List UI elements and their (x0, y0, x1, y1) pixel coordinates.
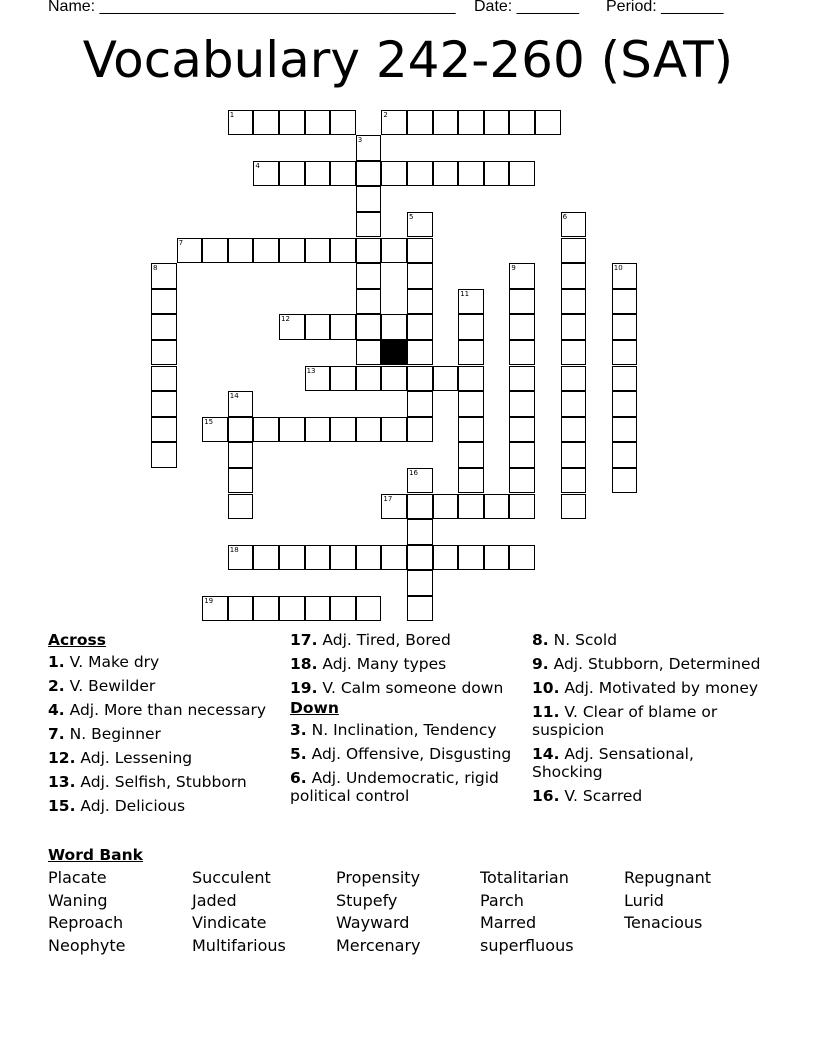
grid-cell[interactable] (561, 263, 587, 289)
clue-number: 15 (204, 417, 214, 426)
word-bank-word: Neophyte (48, 935, 126, 955)
grid-cell[interactable] (433, 366, 459, 392)
grid-cell[interactable] (484, 110, 510, 136)
grid-cell[interactable] (228, 391, 254, 417)
grid-cell[interactable] (561, 391, 587, 417)
grid-cell[interactable] (228, 596, 254, 622)
down-clues-list (290, 721, 515, 805)
grid-cell[interactable] (407, 494, 433, 520)
grid-cell[interactable] (228, 238, 254, 264)
grid-cell[interactable] (228, 442, 254, 468)
word-bank-word: superfluous (480, 935, 574, 955)
grid-cell[interactable] (407, 340, 433, 366)
grid-cell[interactable] (305, 110, 331, 136)
word-bank-column (192, 867, 286, 957)
clue-item (532, 745, 762, 781)
grid-cell[interactable] (228, 545, 254, 571)
word-bank-word: Repugnant (624, 868, 712, 887)
grid-cell[interactable] (151, 263, 177, 289)
clue-number: 12 (281, 315, 290, 324)
grid-cell[interactable] (407, 391, 433, 417)
clue-text: Adj. Motivated by money (559, 679, 759, 697)
word-bank-word: Marred (480, 913, 537, 932)
clue-number: 16. (532, 787, 560, 805)
page-title: Vocabulary 242-260 (SAT) (82, 31, 734, 89)
clue-number: 19. (290, 679, 318, 697)
grid-cell[interactable] (458, 545, 484, 571)
clue-number: 16 (409, 468, 418, 477)
grid-cell[interactable] (253, 110, 279, 136)
clue-text: V. Scarred (559, 787, 643, 805)
grid-cell[interactable] (279, 545, 305, 571)
grid-cell[interactable] (279, 238, 305, 264)
clue-text: Adj. Lessening (75, 749, 193, 767)
date-field[interactable]: Date: _______ (474, 0, 579, 15)
grid-cell[interactable] (458, 161, 484, 187)
grid-cell[interactable] (279, 596, 305, 622)
grid-cell[interactable] (561, 289, 587, 315)
grid-cell[interactable] (202, 596, 228, 622)
grid-cell[interactable] (151, 289, 177, 315)
grid-cell[interactable] (356, 366, 382, 392)
grid-cell[interactable] (458, 417, 484, 443)
clue-text: Adj. Undemocratic, rigid political control (290, 769, 499, 805)
word-bank-word: Wayward (336, 913, 410, 932)
grid-cell[interactable] (381, 238, 407, 264)
grid-cell[interactable] (561, 314, 587, 340)
grid-cell[interactable] (330, 596, 356, 622)
word-bank-word: Jaded (192, 890, 237, 910)
grid-cell[interactable] (151, 442, 177, 468)
grid-cell[interactable] (561, 468, 587, 494)
grid-cell[interactable] (509, 314, 535, 340)
across-heading: Across (48, 631, 106, 649)
word-bank-word: Stupefy (336, 890, 398, 910)
clue-text: Adj. Selfish, Stubborn (75, 773, 247, 791)
clue-text: N. Scold (548, 631, 618, 649)
clue-number: 17 (383, 494, 393, 503)
word-bank-title: Word Bank (48, 846, 143, 864)
grid-cell[interactable] (381, 161, 407, 187)
clue-number: 5 (409, 212, 414, 221)
grid-cell[interactable] (381, 366, 407, 392)
grid-cell[interactable] (253, 238, 279, 264)
word-bank-column (336, 867, 421, 957)
clue-number: 13 (306, 366, 316, 375)
grid-cell[interactable] (305, 314, 331, 340)
clue-item (290, 745, 515, 763)
grid-cell[interactable] (458, 442, 484, 468)
grid-cell[interactable] (407, 263, 433, 289)
grid-cell[interactable] (202, 238, 228, 264)
grid-cell[interactable] (381, 110, 407, 136)
clue-number: 18. (290, 655, 318, 673)
clue-number: 3. (290, 721, 307, 739)
grid-cell[interactable] (458, 468, 484, 494)
grid-cell[interactable] (458, 366, 484, 392)
clue-number: 1. (48, 653, 65, 671)
word-bank-word: Reproach (48, 913, 124, 932)
grid-cell[interactable] (407, 596, 433, 622)
grid-cell[interactable] (330, 314, 356, 340)
clue-number: 8 (153, 264, 158, 273)
word-bank-word: Mercenary (336, 935, 421, 955)
grid-cell[interactable] (458, 494, 484, 520)
grid-cell[interactable] (356, 314, 382, 340)
grid-cell[interactable] (509, 110, 535, 136)
grid-cell[interactable] (561, 340, 587, 366)
grid-cell[interactable] (612, 314, 638, 340)
clue-item (532, 703, 762, 739)
clue-number: 4. (48, 701, 65, 719)
grid-cell[interactable] (561, 442, 587, 468)
grid-cell[interactable] (253, 161, 279, 187)
grid-cell[interactable] (509, 263, 535, 289)
grid-cell[interactable] (458, 314, 484, 340)
clue-number: 17. (290, 631, 318, 649)
grid-cell[interactable] (381, 545, 407, 571)
word-bank-word: Propensity (336, 868, 421, 887)
across-clues-list (48, 653, 273, 815)
clue-number: 7 (178, 238, 184, 247)
grid-cell[interactable] (509, 366, 535, 392)
grid-cell[interactable] (356, 417, 382, 443)
clue-item (532, 787, 762, 805)
grid-cell[interactable] (356, 135, 382, 161)
grid-cell[interactable] (330, 238, 356, 264)
grid-cell[interactable] (612, 263, 638, 289)
clue-number: 19 (204, 596, 214, 605)
clue-number: 8. (532, 631, 549, 649)
grid-cell[interactable] (356, 289, 382, 315)
grid-cell[interactable] (356, 545, 382, 571)
clue-number: 12. (48, 749, 76, 767)
clue-number: 11 (460, 289, 470, 298)
grid-cell[interactable] (509, 161, 535, 187)
grid-cell[interactable] (407, 110, 433, 136)
grid-cell[interactable] (202, 417, 228, 443)
clue-number: 4 (255, 161, 260, 170)
grid-cell[interactable] (305, 366, 331, 392)
grid-cell[interactable] (407, 212, 433, 238)
grid-cell[interactable] (433, 545, 459, 571)
clue-column-3 (532, 631, 762, 811)
grid-cell[interactable] (330, 161, 356, 187)
clue-number: 5. (290, 745, 307, 763)
grid-cell[interactable] (279, 161, 305, 187)
grid-cell[interactable] (561, 238, 587, 264)
grid-cell[interactable] (151, 340, 177, 366)
grid-cell[interactable] (458, 110, 484, 136)
grid-cell[interactable] (253, 545, 279, 571)
grid-cell[interactable] (407, 417, 433, 443)
word-bank-word: Totalitarian (480, 868, 569, 887)
grid-cell[interactable] (407, 366, 433, 392)
clue-number: 18 (229, 545, 239, 554)
grid-cell[interactable] (356, 161, 382, 187)
grid-cell[interactable] (305, 417, 331, 443)
word-bank-word: Lurid (624, 890, 664, 910)
grid-cell[interactable] (484, 161, 510, 187)
clue-text: Adj. Delicious (75, 797, 186, 815)
grid-cell[interactable] (151, 391, 177, 417)
grid-cell[interactable] (305, 596, 331, 622)
grid-cell[interactable] (151, 366, 177, 392)
clue-item (290, 631, 515, 649)
clue-item (290, 679, 515, 697)
grid-cell[interactable] (407, 519, 433, 545)
grid-cell[interactable] (484, 494, 510, 520)
grid-cell[interactable] (279, 314, 305, 340)
grid-cell[interactable] (330, 545, 356, 571)
clue-text: V. Make dry (64, 653, 160, 671)
grid-cell[interactable] (407, 289, 433, 315)
clue-text: Adj. Tired, Bored (317, 631, 451, 649)
black-cell (381, 340, 407, 366)
grid-cell[interactable] (381, 314, 407, 340)
grid-cell[interactable] (356, 340, 382, 366)
clue-column-1 (48, 631, 273, 821)
clue-text: V. Calm someone down (317, 679, 504, 697)
clue-text: N. Inclination, Tendency (306, 721, 497, 739)
grid-cell[interactable] (612, 417, 638, 443)
clue-item (48, 797, 273, 815)
clue-text: N. Beginner (64, 725, 161, 743)
word-bank-word: Multifarious (192, 935, 286, 955)
clue-item (290, 721, 515, 739)
grid-cell[interactable] (228, 494, 254, 520)
clue-number: 11. (532, 703, 560, 721)
clue-text: V. Clear of blame or suspicion (532, 703, 718, 739)
clue-item (532, 655, 762, 673)
grid-cell[interactable] (433, 494, 459, 520)
clue-number: 3 (357, 136, 363, 145)
grid-cell[interactable] (509, 494, 535, 520)
word-bank-column (48, 867, 125, 957)
grid-cell[interactable] (356, 212, 382, 238)
grid-cell[interactable] (509, 545, 535, 571)
clue-number: 6. (290, 769, 307, 787)
clue-item (290, 769, 515, 805)
grid-cell[interactable] (612, 391, 638, 417)
grid-cell[interactable] (612, 366, 638, 392)
grid-cell[interactable] (612, 468, 638, 494)
grid-cell[interactable] (561, 417, 587, 443)
clue-number: 2 (383, 110, 388, 119)
grid-cell[interactable] (509, 391, 535, 417)
clue-item (48, 701, 273, 719)
grid-cell[interactable] (253, 417, 279, 443)
grid-cell[interactable] (228, 110, 254, 136)
clue-number: 6 (562, 212, 568, 221)
word-bank-column (624, 867, 711, 935)
across-clues-continued (290, 631, 515, 697)
grid-cell[interactable] (458, 289, 484, 315)
clue-item (290, 655, 515, 673)
grid-cell[interactable] (433, 161, 459, 187)
grid-cell[interactable] (433, 110, 459, 136)
grid-cell[interactable] (509, 340, 535, 366)
grid-cell[interactable] (509, 468, 535, 494)
word-bank-word: Succulent (192, 868, 271, 887)
clue-number: 9 (511, 264, 516, 273)
word-bank-column (480, 867, 574, 957)
clue-number: 10. (532, 679, 560, 697)
grid-cell[interactable] (305, 545, 331, 571)
grid-cell[interactable] (356, 238, 382, 264)
name-field[interactable]: Name: ________________________________________ (48, 0, 456, 15)
word-bank-word: Waning (48, 890, 108, 910)
grid-cell[interactable] (177, 238, 203, 264)
grid-cell[interactable] (561, 366, 587, 392)
grid-cell[interactable] (509, 289, 535, 315)
clue-item (48, 725, 273, 743)
clue-number: 14. (532, 745, 560, 763)
clue-item (48, 653, 273, 671)
grid-cell[interactable] (458, 391, 484, 417)
clue-number: 1 (229, 110, 235, 119)
grid-cell[interactable] (458, 340, 484, 366)
grid-cell[interactable] (612, 289, 638, 315)
grid-cell[interactable] (330, 417, 356, 443)
clue-number: 7. (48, 725, 65, 743)
grid-cell[interactable] (279, 110, 305, 136)
clue-text: Adj. Offensive, Disgusting (306, 745, 512, 763)
down-heading: Down (290, 699, 339, 717)
grid-cell[interactable] (356, 596, 382, 622)
clue-text: Adj. Many types (317, 655, 447, 673)
grid-cell[interactable] (509, 417, 535, 443)
grid-cell[interactable] (407, 314, 433, 340)
grid-cell[interactable] (305, 238, 331, 264)
grid-cell[interactable] (151, 417, 177, 443)
grid-cell[interactable] (228, 468, 254, 494)
clue-text: V. Bewilder (64, 677, 156, 695)
grid-cell[interactable] (381, 494, 407, 520)
grid-cell[interactable] (407, 161, 433, 187)
grid-cell[interactable] (330, 110, 356, 136)
grid-cell[interactable] (535, 110, 561, 136)
grid-cell[interactable] (407, 570, 433, 596)
grid-cell[interactable] (305, 161, 331, 187)
clue-number: 14 (229, 392, 239, 401)
clue-text: Adj. More than necessary (64, 701, 267, 719)
grid-cell[interactable] (407, 238, 433, 264)
grid-cell[interactable] (356, 263, 382, 289)
grid-cell[interactable] (228, 417, 254, 443)
clue-number: 15. (48, 797, 76, 815)
clue-number: 9. (532, 655, 549, 673)
word-bank-word: Vindicate (192, 913, 267, 932)
grid-cell[interactable] (151, 314, 177, 340)
clue-text: Adj. Sensational, Shocking (532, 745, 694, 781)
grid-cell[interactable] (356, 186, 382, 212)
grid-cell[interactable] (561, 494, 587, 520)
clue-item (48, 749, 273, 767)
grid-cell[interactable] (484, 545, 510, 571)
word-bank-word: Placate (48, 868, 107, 887)
clue-item (532, 631, 762, 649)
clue-number: 10 (613, 264, 623, 273)
grid-cell[interactable] (407, 545, 433, 571)
grid-cell[interactable] (612, 442, 638, 468)
clue-item (48, 677, 273, 695)
clue-text: Adj. Stubborn, Determined (548, 655, 761, 673)
clue-column-2 (290, 631, 515, 811)
word-bank-word: Parch (480, 890, 524, 910)
down-clues-continued (532, 631, 762, 805)
grid-cell[interactable] (612, 340, 638, 366)
grid-cell[interactable] (509, 442, 535, 468)
grid-cell[interactable] (330, 366, 356, 392)
period-field[interactable]: Period: _______ (606, 0, 724, 15)
grid-cell[interactable] (561, 212, 587, 238)
grid-cell[interactable] (381, 417, 407, 443)
grid-cell[interactable] (253, 596, 279, 622)
grid-cell[interactable] (279, 417, 305, 443)
word-bank-word: Tenacious (624, 913, 703, 932)
clue-item (48, 773, 273, 791)
clue-number: 2. (48, 677, 65, 695)
grid-cell[interactable] (407, 468, 433, 494)
clue-item (532, 679, 762, 697)
clue-number: 13. (48, 773, 76, 791)
